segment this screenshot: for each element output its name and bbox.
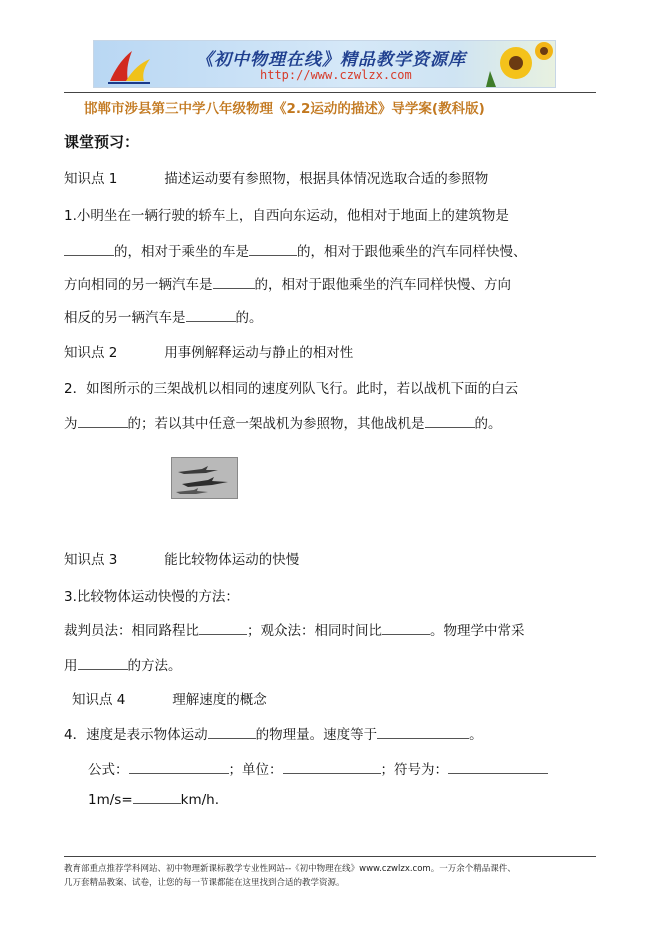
question-text: 。 <box>469 727 483 743</box>
question-4-line-3 <box>88 791 219 808</box>
question-text: 的，相对于乘坐的车是 <box>114 244 249 260</box>
formula-label: 公式： <box>88 762 129 778</box>
banner-url: http://www.czwlzx.com <box>260 68 412 82</box>
footer-rule <box>64 856 596 857</box>
question-1-line-1: 1.小明坐在一辆行驶的轿车上，自西向东运动，他相对于地面上的建筑物是 <box>64 208 509 224</box>
question-text: 的物理量。速度等于 <box>255 727 378 743</box>
answer-blank[interactable] <box>213 276 255 289</box>
question-text: ；观众法：相同时间比 <box>247 623 382 639</box>
unit-blank[interactable] <box>283 761 381 774</box>
kp-text: 用事例解释运动与静止的相对性 <box>164 345 354 361</box>
section-heading: 课堂预习： <box>64 133 140 151</box>
knowledge-point-3 <box>64 548 299 568</box>
question-text: 裁判员法：相同路程比 <box>64 623 199 639</box>
question-text: 的方法。 <box>127 658 182 674</box>
knowledge-point-2 <box>64 341 353 361</box>
footer-line-2: 几万套精品教案、试卷，让您的每一节课都能在这里找到合适的教学资源。 <box>64 878 345 888</box>
question-text: 的；若以其中任意一架战机为参照物，其他战机是 <box>127 416 425 432</box>
answer-blank[interactable] <box>78 657 128 670</box>
kp-label: 知识点 3 <box>64 552 118 568</box>
question-text: 用 <box>64 658 78 674</box>
kp-text: 理解速度的概念 <box>172 692 267 708</box>
answer-blank[interactable] <box>425 415 475 428</box>
conversion-text: km/h. <box>180 792 220 808</box>
answer-blank[interactable] <box>382 622 430 635</box>
answer-blank[interactable] <box>78 415 128 428</box>
question-text: 的，相对于跟他乘坐的汽车同样快慢、方向 <box>254 277 511 293</box>
question-2-line-2 <box>64 412 502 432</box>
answer-blank[interactable] <box>64 243 114 256</box>
kp-label: 知识点 1 <box>64 171 118 187</box>
conversion-text: 1m/s= <box>88 792 133 808</box>
kp-text: 描述运动要有参照物，根据具体情况选取合适的参照物 <box>164 171 489 187</box>
kp-label: 知识点 4 <box>72 692 126 708</box>
answer-blank[interactable] <box>199 622 247 635</box>
sunflower-image-icon <box>476 41 555 87</box>
unit-label: ；单位： <box>228 762 283 778</box>
kp-label: 知识点 2 <box>64 345 118 361</box>
page-title: 邯郸市涉县第三中学八年级物理《2.2运动的描述》导学案(教科版) <box>84 101 485 117</box>
kp-text: 能比较物体运动的快慢 <box>164 552 300 568</box>
question-text: 相反的另一辆汽车是 <box>64 310 186 326</box>
question-text: 的。 <box>474 416 502 432</box>
question-2-line-1: 2．如图所示的三架战机以相同的速度列队飞行。此时，若以战机下面的白云 <box>64 381 519 397</box>
question-1-line-2 <box>64 240 527 260</box>
header-banner <box>93 40 556 88</box>
question-3-line-3 <box>64 654 182 674</box>
question-text: 4．速度是表示物体运动 <box>64 727 208 743</box>
header-rule <box>64 92 596 93</box>
question-4-line-1 <box>64 723 483 743</box>
question-4-line-2 <box>88 758 548 778</box>
fighter-jets-photo <box>171 457 238 499</box>
knowledge-point-1 <box>64 167 488 187</box>
symbol-blank[interactable] <box>448 761 548 774</box>
question-text: 。物理学中常采 <box>430 623 525 639</box>
question-3-line-1: 3.比较物体运动快慢的方法： <box>64 589 239 605</box>
question-text: 的，相对于跟他乘坐的汽车同样快慢、 <box>297 244 527 260</box>
question-3-line-2 <box>64 619 525 639</box>
answer-blank[interactable] <box>186 309 236 322</box>
question-text: 为 <box>64 416 78 432</box>
publisher-logo-icon <box>106 47 152 85</box>
question-1-line-4 <box>64 306 263 326</box>
answer-blank[interactable] <box>377 726 469 739</box>
question-text: 的。 <box>235 310 263 326</box>
question-text: 方向相同的另一辆汽车是 <box>64 277 213 293</box>
banner-title: 《初中物理在线》精品教学资源库 <box>196 50 466 70</box>
formula-blank[interactable] <box>129 761 229 774</box>
conversion-blank[interactable] <box>133 791 181 804</box>
answer-blank[interactable] <box>208 726 256 739</box>
footer-line-1: 教育部重点推荐学科网站、初中物理新课标教学专业性网站--《初中物理在线》www.czwlzx.com。一万余个精品课件、 <box>64 864 516 874</box>
answer-blank[interactable] <box>249 243 297 256</box>
symbol-label: ；符号为： <box>380 762 448 778</box>
question-1-line-3 <box>64 273 511 293</box>
knowledge-point-4 <box>72 688 267 708</box>
